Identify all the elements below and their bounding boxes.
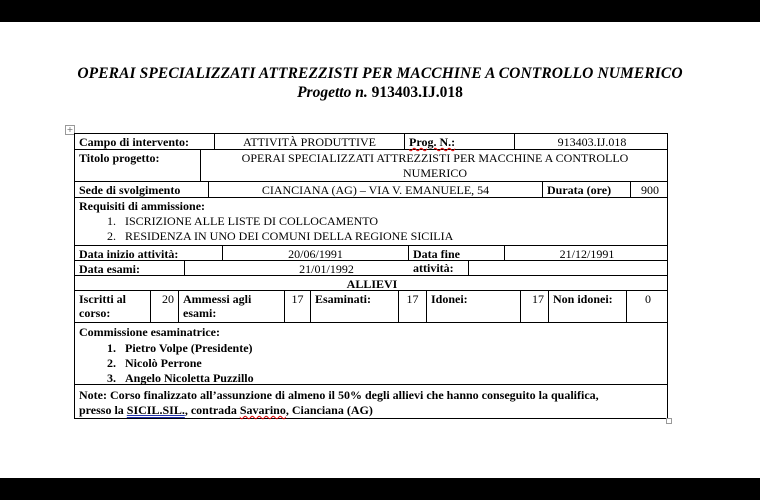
row-commissione [75, 323, 667, 385]
list-item: 1. ISCRIZIONE ALLE LISTE DI COLLOCAMENTO [119, 214, 663, 228]
esaminati-value: 17 [399, 291, 427, 322]
durata-value: 900 [641, 183, 659, 197]
fine-value: 21/12/1991 [559, 247, 615, 261]
list-item: 1. Pietro Volpe (Presidente) [119, 341, 663, 355]
iscritti-label: Iscritti al corso: [75, 291, 151, 322]
idonei-value: 17 [521, 291, 549, 322]
list-item: 2. Nicolò Perrone [119, 356, 663, 370]
requisiti-block [79, 199, 663, 243]
row-sede [75, 182, 667, 198]
requisiti-list [79, 214, 663, 243]
project-prefix: Progetto n. [297, 84, 368, 101]
prog-value: 913403.IJ.018 [557, 135, 627, 149]
resize-handle-icon[interactable] [666, 418, 672, 424]
list-item: 2. RESIDENZA IN UNO DEI COMUNI DELLA REGIONE SICILIA [119, 229, 663, 243]
sicil-sil-link: SICIL.SIL. [126, 403, 185, 417]
campo-value: ATTIVITÀ PRODUTTIVE [215, 134, 405, 149]
allievi-title: ALLIEVI [346, 277, 398, 291]
row-esami [75, 261, 667, 276]
note-block [79, 388, 663, 418]
prog-label: Prog. N.: [405, 134, 515, 149]
ammessi-label: Ammessi agli esami: [179, 291, 285, 322]
sede-value: CIANCIANA (AG) – VIA V. EMANUELE, 54 [209, 182, 543, 197]
row-requisiti [75, 198, 667, 246]
titolo-value: OPERAI SPECIALIZZATI ATTREZZISTI PER MACCHINE A CONTROLLO NUMERICO [241, 151, 629, 180]
commissione-label: Commissione esaminatrice: [79, 325, 220, 339]
inizio-value: 20/06/1991 [223, 246, 409, 260]
document-title: OPERAI SPECIALIZZATI ATTREZZISTI PER MACCHINE A CONTROLLO NUMERICO [77, 65, 683, 82]
project-code: 913403.IJ.018 [371, 84, 463, 101]
non-idonei-value: 0 [645, 292, 651, 306]
note-line-1: Note: Corso finalizzato all’assunzione di almeno il 50% degli allievi che hanno conseguito la qualifica, [79, 388, 599, 402]
esami-label: Data esami: [75, 261, 185, 275]
ammessi-value: 17 [285, 291, 311, 322]
project-number-line [0, 84, 760, 102]
idonei-label: Idonei: [427, 291, 521, 322]
esami-value: 21/01/1992 [185, 261, 469, 275]
row-allievi-title [75, 276, 667, 291]
durata-label: Durata (ore) [543, 182, 631, 197]
non-idonei-label: Non idonei: [549, 291, 627, 322]
row-allievi-stats [75, 291, 667, 323]
esaminati-label: Esaminati: [311, 291, 399, 322]
savarino-word: Savarino [239, 403, 286, 417]
campo-label: Campo di intervento: [75, 134, 215, 149]
row-titolo [75, 150, 667, 182]
list-item [119, 371, 663, 385]
sede-label: Sede di svolgimento [75, 182, 209, 197]
row-campo [75, 134, 667, 150]
commissione-block [79, 325, 663, 385]
commissione-name: Angelo Nicoletta Puzzillo [125, 371, 254, 385]
move-handle-icon[interactable]: + [66, 125, 74, 134]
titolo-label: Titolo progetto: [75, 150, 201, 181]
inizio-label: Data inizio attività: [75, 246, 223, 260]
fine-label: Data fine attività: [409, 246, 505, 260]
commissione-list [79, 341, 663, 385]
course-form-table [74, 133, 668, 419]
row-note [75, 385, 667, 420]
requisiti-label: Requisiti di ammissione: [79, 199, 206, 213]
note-line-2: presso la SICIL.SIL., contrada Savarino, Cianciana (AG) [79, 403, 373, 417]
iscritti-value: 20 [151, 291, 179, 322]
